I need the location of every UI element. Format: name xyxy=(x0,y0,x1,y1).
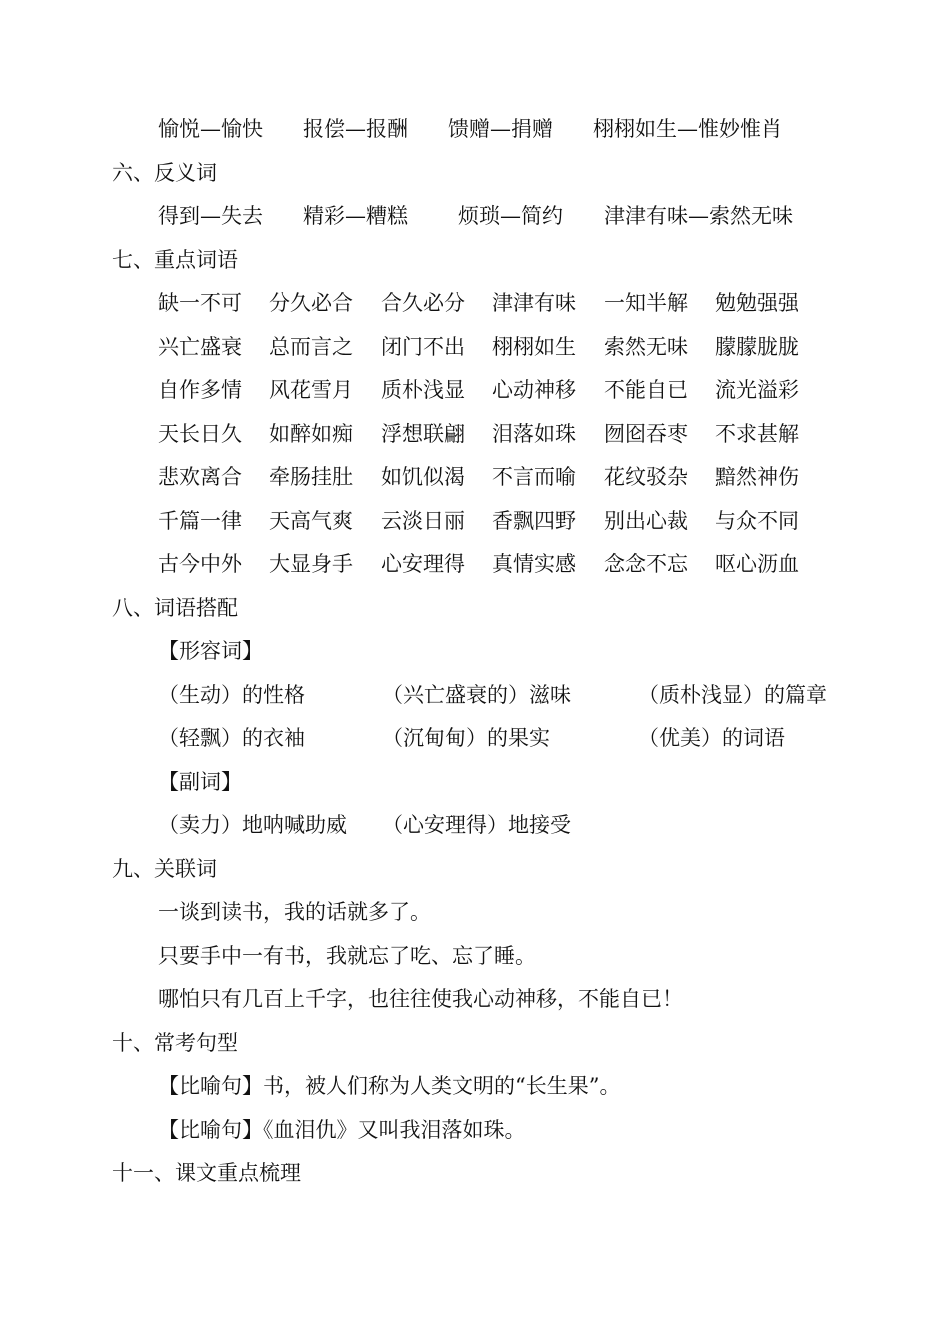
key-word: 浮想联翩 xyxy=(381,422,465,446)
section-8-heading: 八、词语搭配 xyxy=(112,596,238,620)
key-word: 闭门不出 xyxy=(381,335,465,359)
key-word: 天高气爽 xyxy=(269,509,353,533)
key-word: 质朴浅显 xyxy=(381,378,465,402)
key-word: 缺一不可 xyxy=(158,291,242,315)
key-word: 如饥似渴 xyxy=(381,465,465,489)
key-word: 古今中外 xyxy=(158,552,242,576)
key-word: 花纹驳杂 xyxy=(604,465,688,489)
collocation: （心安理得）地接受 xyxy=(382,813,571,837)
synonym-pair: 愉悦—愉快 xyxy=(158,117,263,141)
collocation: （轻飘）的衣袖 xyxy=(158,726,305,750)
antonym-pair: 精彩—糟糕 xyxy=(303,204,408,228)
key-word: 天长日久 xyxy=(158,422,242,446)
collocation: （优美）的词语 xyxy=(638,726,785,750)
key-word: 心安理得 xyxy=(381,552,465,576)
key-word: 黯然神伤 xyxy=(715,465,799,489)
antonym-pair: 得到—失去 xyxy=(158,204,263,228)
key-word: 不言而喻 xyxy=(492,465,576,489)
key-word: 朦朦胧胧 xyxy=(715,335,799,359)
key-word: 真情实感 xyxy=(492,552,576,576)
section-9-heading: 九、关联词 xyxy=(112,857,217,881)
synonym-pair: 馈赠—捐赠 xyxy=(448,117,553,141)
key-word: 流光溢彩 xyxy=(715,378,799,402)
collocation: （兴亡盛衰的）滋味 xyxy=(382,683,571,707)
collocation: （沉甸甸）的果实 xyxy=(382,726,550,750)
key-word: 分久必合 xyxy=(269,291,353,315)
conjunction-sentence: 一谈到读书，我的话就多了。 xyxy=(158,900,431,924)
key-word: 囫囵吞枣 xyxy=(604,422,688,446)
key-word: 心动神移 xyxy=(492,378,576,402)
key-word: 不能自已 xyxy=(604,378,688,402)
key-word: 香飘四野 xyxy=(492,509,576,533)
key-word: 悲欢离合 xyxy=(158,465,242,489)
key-word: 风花雪月 xyxy=(269,378,353,402)
key-word: 栩栩如生 xyxy=(492,335,576,359)
sentence-pattern: 【比喻句】书，被人们称为人类文明的“长生果”。 xyxy=(158,1074,621,1098)
key-word: 一知半解 xyxy=(604,291,688,315)
sentence-pattern: 【比喻句】《血泪仇》又叫我泪落如珠。 xyxy=(158,1118,526,1142)
conjunction-sentence: 哪怕只有几百上千字，也往往使我心动神移，不能自已！ xyxy=(158,987,683,1011)
key-word: 津津有味 xyxy=(492,291,576,315)
key-word: 合久必分 xyxy=(381,291,465,315)
key-word: 泪落如珠 xyxy=(492,422,576,446)
key-word: 自作多情 xyxy=(158,378,242,402)
section-6-heading: 六、反义词 xyxy=(112,161,217,185)
key-word: 呕心沥血 xyxy=(715,552,799,576)
key-word: 别出心裁 xyxy=(604,509,688,533)
collocation: （质朴浅显）的篇章 xyxy=(638,683,827,707)
key-word: 与众不同 xyxy=(715,509,799,533)
key-word: 总而言之 xyxy=(269,335,353,359)
key-word: 千篇一律 xyxy=(158,509,242,533)
key-word: 牵肠挂肚 xyxy=(269,465,353,489)
collocation: （卖力）地呐喊助威 xyxy=(158,813,347,837)
section-10-heading: 十、常考句型 xyxy=(112,1031,238,1055)
synonym-pair: 报偿—报酬 xyxy=(303,117,408,141)
key-word: 云淡日丽 xyxy=(381,509,465,533)
key-word: 兴亡盛衰 xyxy=(158,335,242,359)
key-word: 念念不忘 xyxy=(604,552,688,576)
key-word: 勉勉强强 xyxy=(715,291,799,315)
collocation: （生动）的性格 xyxy=(158,683,305,707)
key-word: 不求甚解 xyxy=(715,422,799,446)
conjunction-sentence: 只要手中一有书，我就忘了吃、忘了睡。 xyxy=(158,944,536,968)
synonym-pair: 栩栩如生—惟妙惟肖 xyxy=(593,117,782,141)
key-word: 如醉如痴 xyxy=(269,422,353,446)
section-7-heading: 七、重点词语 xyxy=(112,248,238,272)
antonym-pair: 津津有味—索然无味 xyxy=(604,204,793,228)
key-word: 大显身手 xyxy=(269,552,353,576)
adjective-label: 【形容词】 xyxy=(158,639,263,663)
antonym-pair: 烦琐—简约 xyxy=(458,204,563,228)
adverb-label: 【副词】 xyxy=(158,770,242,794)
section-11-heading: 十一、课文重点梳理 xyxy=(112,1161,301,1185)
key-word: 索然无味 xyxy=(604,335,688,359)
